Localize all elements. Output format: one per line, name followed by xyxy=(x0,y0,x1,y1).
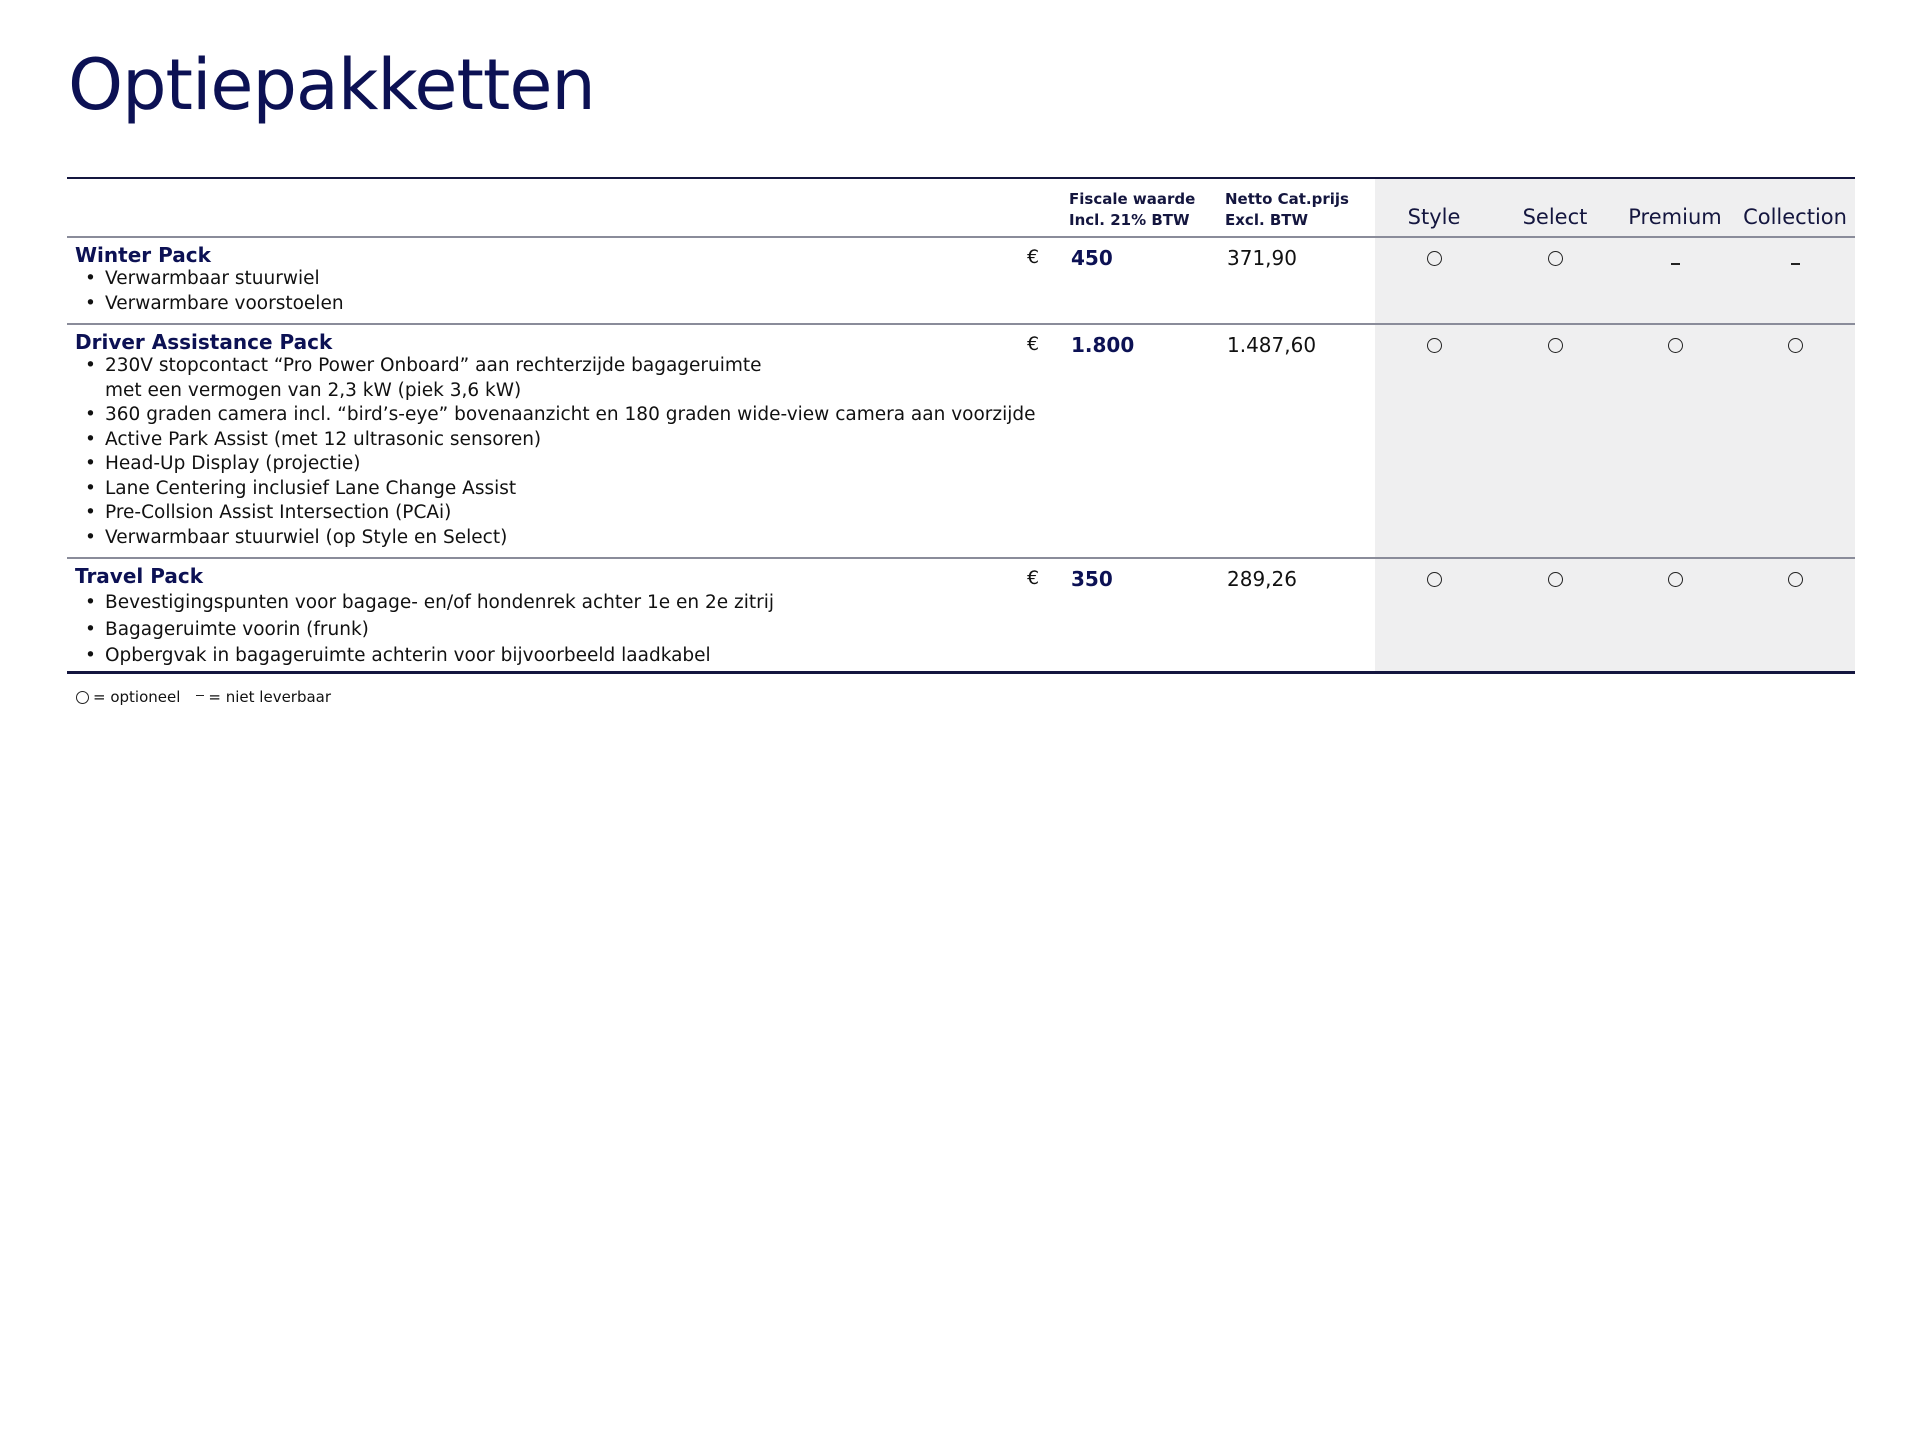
availability-style xyxy=(1374,338,1494,357)
bullet-icon: • xyxy=(85,292,96,314)
pack-title: Travel Pack xyxy=(75,564,203,588)
circle-icon xyxy=(1668,572,1683,587)
fiscal-value: 1.800 xyxy=(1071,333,1135,357)
availability-premium xyxy=(1615,338,1735,357)
availability-collection xyxy=(1735,572,1855,591)
pack-items xyxy=(85,267,344,316)
header-trim-collection: Collection xyxy=(1743,205,1847,229)
dash-icon xyxy=(1671,263,1680,265)
bullet-icon: • xyxy=(85,453,96,474)
header-fiscal-line2: Incl. 21% BTW xyxy=(1069,211,1190,229)
legend-optional: = optioneel xyxy=(93,688,181,706)
pack-item: • 360 graden camera incl. “bird’s-eye” bovenaanzicht en 180 graden wide-view camera aan voorzijde xyxy=(105,403,1036,428)
bullet-icon: • xyxy=(85,477,96,499)
currency-symbol: € xyxy=(1027,567,1040,589)
fiscal-value: 350 xyxy=(1071,567,1113,591)
legend-not-available: = niet leverbaar xyxy=(208,688,332,706)
currency-symbol: € xyxy=(1027,333,1040,355)
bullet-icon: • xyxy=(85,645,96,666)
pack-item: • Bagageruimte voorin (frunk) xyxy=(105,617,774,644)
bullet-icon: • xyxy=(85,502,96,523)
pack-item: • Opbergvak in bagageruimte achterin voor bijvoorbeeld laadkabel xyxy=(105,643,774,670)
pack-item-continuation: met een vermogen van 2,3 kW (piek 3,6 kW) xyxy=(105,379,522,401)
pack-items xyxy=(85,354,1036,550)
table-row-travel-pack xyxy=(67,559,1855,671)
availability-style xyxy=(1374,251,1494,270)
availability-collection xyxy=(1735,251,1855,270)
availability-premium xyxy=(1615,572,1735,591)
netto-price: 289,26 xyxy=(1227,567,1297,591)
dash-icon xyxy=(196,695,204,697)
pack-item: • Verwarmbaar stuurwiel (op Style en Select) xyxy=(105,526,1036,551)
pack-title: Winter Pack xyxy=(75,243,211,267)
pack-item: • 230V stopcontact “Pro Power Onboard” aan rechterzijde bagageruimte xyxy=(105,354,1036,379)
availability-style xyxy=(1374,572,1494,591)
header-trim-premium: Premium xyxy=(1628,205,1722,229)
pack-item: • Lane Centering inclusief Lane Change Assist xyxy=(105,477,1036,502)
table-top-rule xyxy=(67,177,1855,179)
circle-icon xyxy=(76,691,89,704)
pack-title: Driver Assistance Pack xyxy=(75,330,333,354)
pack-item: • Bevestigingspunten voor bagage- en/of hondenrek achter 1e en 2e zitrij xyxy=(105,590,774,617)
circle-icon xyxy=(1427,338,1442,353)
header-netto-line2: Excl. BTW xyxy=(1225,211,1309,229)
circle-icon xyxy=(1548,251,1563,266)
legend xyxy=(76,688,331,706)
bullet-icon: • xyxy=(85,526,96,548)
header-netto-price xyxy=(1225,189,1349,231)
pack-item: • Head-Up Display (projectie) xyxy=(105,452,1036,477)
netto-price: 1.487,60 xyxy=(1227,333,1317,357)
availability-select xyxy=(1495,251,1615,270)
pack-item: • Active Park Assist (met 12 ultrasonic sensoren) xyxy=(105,428,1036,453)
pack-item: • Verwarmbare voorstoelen xyxy=(105,292,344,317)
circle-icon xyxy=(1548,338,1563,353)
pack-item: • Pre-Collsion Assist Intersection (PCAi) xyxy=(105,501,1036,526)
pack-item: • Verwarmbaar stuurwiel xyxy=(105,267,344,292)
circle-icon xyxy=(1668,338,1683,353)
availability-select xyxy=(1495,338,1615,357)
page-title: Optiepakketten xyxy=(68,44,595,126)
table-row-winter-pack xyxy=(67,238,1855,323)
header-netto-line1: Netto Cat.prijs xyxy=(1225,190,1349,208)
pack-items xyxy=(85,590,775,670)
availability-collection xyxy=(1735,338,1855,357)
bullet-icon: • xyxy=(85,592,96,613)
option-packs-table xyxy=(67,177,1855,674)
fiscal-value: 450 xyxy=(1071,246,1113,270)
bullet-icon: • xyxy=(85,268,96,289)
circle-icon xyxy=(1548,572,1563,587)
availability-select xyxy=(1495,572,1615,591)
header-trim-select: Select xyxy=(1522,205,1588,229)
currency-symbol: € xyxy=(1027,246,1040,268)
netto-price: 371,90 xyxy=(1227,246,1297,270)
bullet-icon: • xyxy=(85,428,96,450)
availability-premium xyxy=(1615,251,1735,270)
circle-icon xyxy=(1788,338,1803,353)
header-fiscal-value xyxy=(1069,189,1195,231)
header-trim-style: Style xyxy=(1407,205,1461,229)
bullet-icon: • xyxy=(85,355,96,376)
circle-icon xyxy=(1427,251,1442,266)
table-row-driver-assistance-pack xyxy=(67,325,1855,557)
table-bottom-rule xyxy=(67,671,1855,674)
bullet-icon: • xyxy=(85,404,96,425)
bullet-icon: • xyxy=(85,618,96,640)
dash-icon xyxy=(1791,263,1800,265)
circle-icon xyxy=(1427,572,1442,587)
header-fiscal-line1: Fiscale waarde xyxy=(1069,190,1196,208)
circle-icon xyxy=(1788,572,1803,587)
